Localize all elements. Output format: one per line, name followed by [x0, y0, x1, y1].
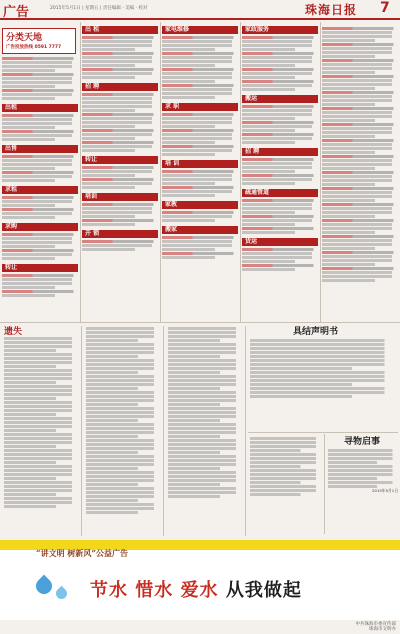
- ad-block: [162, 226, 238, 259]
- category-header: 求租: [2, 186, 78, 194]
- lost-notice-body: [4, 336, 78, 509]
- category-header: 搬家: [162, 226, 238, 234]
- column-5: [322, 26, 398, 286]
- ad-block: [2, 57, 78, 100]
- category-header: 开 锁: [82, 230, 158, 238]
- ad-block: [162, 26, 238, 99]
- column-divider: [160, 22, 161, 322]
- ad-block: [162, 103, 238, 156]
- lost-item-body: [328, 448, 398, 493]
- ad-block: [82, 230, 158, 251]
- ad-block: [242, 26, 318, 91]
- ad-block: [2, 104, 78, 141]
- lost-notice-body-3: [168, 326, 242, 499]
- page-footer: [0, 620, 400, 634]
- section-title: 广告: [3, 5, 30, 20]
- lost-notice-body-2: [86, 326, 160, 515]
- ad-block: [2, 186, 78, 219]
- lost-item-title: 寻物启事: [344, 437, 381, 447]
- banner-slogan: [90, 576, 302, 602]
- lost-notice-title: 遗失: [4, 327, 23, 337]
- ad-block: [82, 26, 158, 79]
- category-header: 货运: [242, 238, 318, 246]
- classified-phone: 广告投放热线 0591 7777: [6, 45, 62, 50]
- category-header: 出 租: [82, 26, 158, 34]
- classified-banner: [2, 28, 76, 54]
- header-meta: 2015年5月1日 | 星期五 | 责任编辑 · 美编 · 校对: [50, 6, 148, 11]
- column-divider: [163, 326, 164, 536]
- ad-block: [2, 264, 78, 297]
- footer-line: 中共珠海市委宣传部: [355, 622, 396, 627]
- ad-block: [162, 160, 238, 197]
- column-3: [162, 26, 238, 263]
- category-header: 转让: [82, 156, 158, 164]
- ad-block: [242, 238, 318, 271]
- category-header: 出租: [2, 104, 78, 112]
- column-1: [2, 56, 78, 301]
- column-divider: [81, 326, 82, 536]
- ad-block: [82, 83, 158, 152]
- ad-block: [82, 156, 158, 189]
- water-drop-icon: [33, 575, 56, 598]
- column-divider: [245, 326, 246, 536]
- category-header: 家政服务: [242, 26, 318, 34]
- slogan-part: 惜水: [135, 580, 174, 601]
- footer-credits: [356, 622, 397, 632]
- category-header: 培训: [82, 193, 158, 201]
- ad-block: [162, 201, 238, 222]
- classified-title: 分类天地: [6, 33, 43, 43]
- category-header: 招 聘: [82, 83, 158, 91]
- declaration-title: 具结声明书: [293, 327, 339, 337]
- category-header: 招 聘: [242, 148, 318, 156]
- slogan-part: 从我做起: [225, 580, 302, 601]
- category-header: 转让: [2, 264, 78, 272]
- public-service-banner: [0, 540, 400, 620]
- category-header: 培 训: [162, 160, 238, 168]
- ad-block: [242, 189, 318, 234]
- category-header: 求购: [2, 223, 78, 231]
- ad-block: [322, 27, 398, 282]
- slogan-part: 爱水: [180, 580, 219, 601]
- category-header: 疏通管道: [242, 189, 318, 197]
- column-divider: [320, 22, 321, 322]
- water-drop-icon: [54, 586, 70, 602]
- section-divider: [248, 432, 398, 433]
- ad-block: [2, 223, 78, 260]
- column-divider: [80, 22, 81, 322]
- column-2: [82, 26, 158, 255]
- newspaper-logo: 珠海日报: [305, 3, 358, 17]
- slogan-part: 节水: [90, 580, 128, 601]
- column-4: [242, 26, 318, 275]
- category-header: 求 职: [162, 103, 238, 111]
- lost-item-date: 2015年5月1日: [372, 488, 398, 493]
- column-divider: [324, 434, 325, 534]
- page-number: 7: [380, 0, 390, 16]
- banner-subtitle: “讲文明 树新风”公益广告: [36, 548, 128, 558]
- ad-block: [82, 193, 158, 226]
- section-divider: [0, 322, 400, 323]
- category-header: 搬运: [242, 95, 318, 103]
- ad-block: [242, 95, 318, 144]
- ad-block: [242, 148, 318, 185]
- notice-body-left: [250, 436, 322, 497]
- category-header: 家教: [162, 201, 238, 209]
- category-header: 家电维修: [162, 26, 238, 34]
- category-header: 出售: [2, 145, 78, 153]
- column-divider: [240, 22, 241, 322]
- page-header: [0, 0, 400, 20]
- footer-line: 珠海市文明办: [369, 627, 396, 632]
- ad-block: [2, 145, 78, 182]
- declaration-body: [250, 338, 396, 399]
